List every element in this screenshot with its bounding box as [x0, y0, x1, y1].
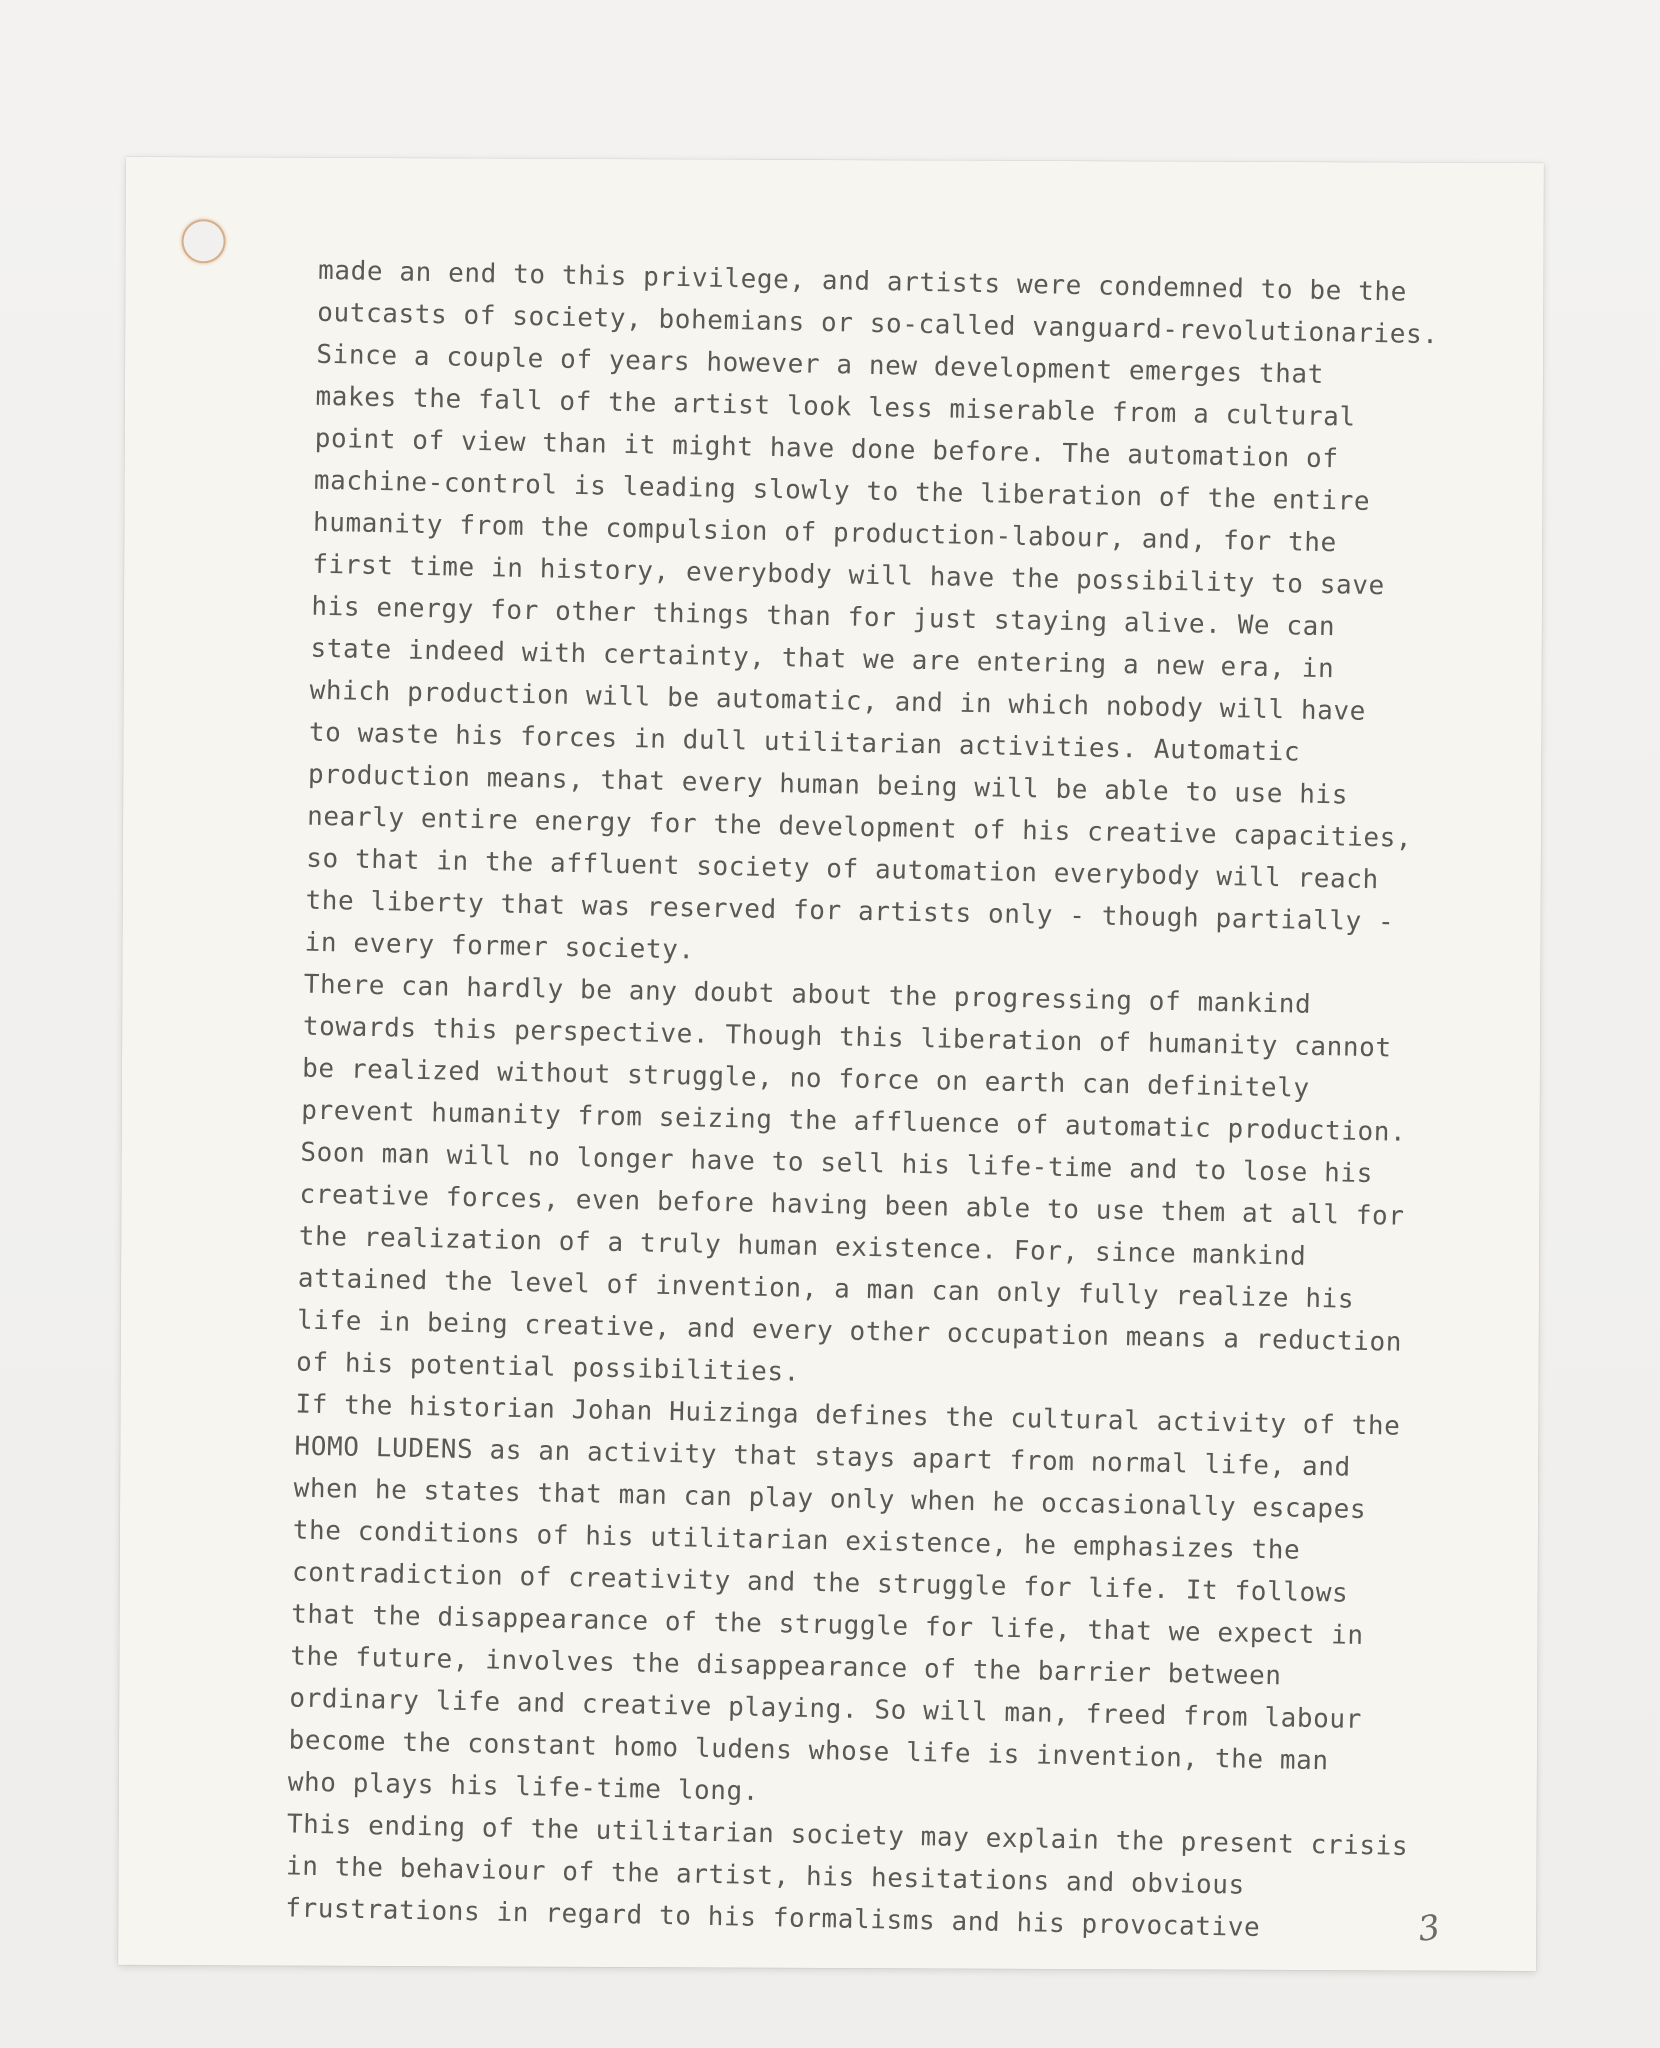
text-line: in every former society.: [304, 927, 695, 966]
text-line: first time in history, everybody will have the possibility to save: [311, 549, 1386, 602]
text-line: point of view than it might have done before. The automation of: [314, 423, 1339, 475]
text-line: creative forces, even before having been able to use them at all for: [299, 1179, 1405, 1232]
text-line: when he states that man can play only when he occasionally escapes: [293, 1473, 1367, 1526]
text-line: contradiction of creativity and the struggle for life. It follows: [291, 1557, 1349, 1609]
text-line: humanity from the compulsion of production-labour, and, for the: [312, 507, 1338, 559]
punch-hole: [181, 219, 225, 263]
text-line: outcasts of society, bohemians or so-called vanguard-revolutionaries.: [316, 297, 1439, 351]
text-line: the liberty that was reserved for artists only - though partially -: [305, 885, 1395, 938]
text-line: the realization of a truly human existence. For, since mankind: [298, 1221, 1307, 1272]
text-line: to waste his forces in dull utilitarian activities. Automatic: [308, 717, 1301, 768]
text-line: state indeed with certainty, that we are entering a new era, in: [310, 633, 1335, 685]
text-line: his energy for other things than for just staying alive. We can: [311, 591, 1336, 643]
text-line: in the behaviour of the artist, his hesitations and obvious: [285, 1851, 1246, 1901]
text-line: There can hardly be any doubt about the progressing of mankind: [303, 969, 1312, 1020]
text-line: attained the level of invention, a man can only fully realize his: [297, 1263, 1355, 1315]
text-line: life in being creative, and every other occupation means a reduction: [296, 1305, 1403, 1358]
text-line: become the constant homo ludens whose life is invention, the man: [288, 1725, 1329, 1777]
text-line: makes the fall of the artist look less miserable from a cultural: [315, 381, 1356, 433]
text-line: ordinary life and creative playing. So will man, freed from labour: [289, 1683, 1363, 1735]
text-line: If the historian Johan Huizinga defines the cultural activity of the: [295, 1389, 1401, 1442]
text-line: nearly entire energy for the development of his creative capacities,: [306, 801, 1413, 854]
typewritten-page: [118, 157, 1544, 1971]
text-line: machine-control is leading slowly to the liberation of the entire: [313, 465, 1371, 517]
text-line: that the disappearance of the struggle for life, that we expect in: [290, 1599, 1364, 1652]
body-text: [285, 250, 1498, 1953]
text-line: the conditions of his utilitarian existence, he emphasizes the: [292, 1515, 1301, 1566]
text-line: Since a couple of years however a new development emerges that: [316, 339, 1325, 390]
page-number: 3: [1415, 1907, 1443, 1950]
text-line: of his potential possibilities.: [295, 1347, 801, 1388]
text-line: made an end to this privilege, and artists were condemned to be the: [317, 255, 1408, 308]
text-line: frustrations in regard to his formalisms and his provocative: [284, 1893, 1261, 1943]
text-line: who plays his life-time long.: [287, 1767, 760, 1807]
text-line: prevent humanity from seizing the affluence of automatic production.: [300, 1095, 1407, 1148]
text-line: be realized without struggle, no force on earth can definitely: [301, 1053, 1310, 1104]
text-line: This ending of the utilitarian society may explain the present crisis: [286, 1809, 1409, 1862]
text-line: so that in the affluent society of automation everybody will reach: [306, 843, 1380, 896]
text-line: the future, involves the disappearance of the barrier between: [290, 1641, 1282, 1692]
text-line: Soon man will no longer have to sell his life-time and to lose his: [300, 1137, 1374, 1190]
text-line: towards this perspective. Though this liberation of humanity cannot: [302, 1011, 1393, 1064]
text-line: production means, that every human being will be able to use his: [307, 759, 1349, 811]
text-line: which production will be automatic, and in which nobody will have: [309, 675, 1367, 727]
text-line: HOMO LUDENS as an activity that stays apart from normal life, and: [294, 1431, 1352, 1483]
